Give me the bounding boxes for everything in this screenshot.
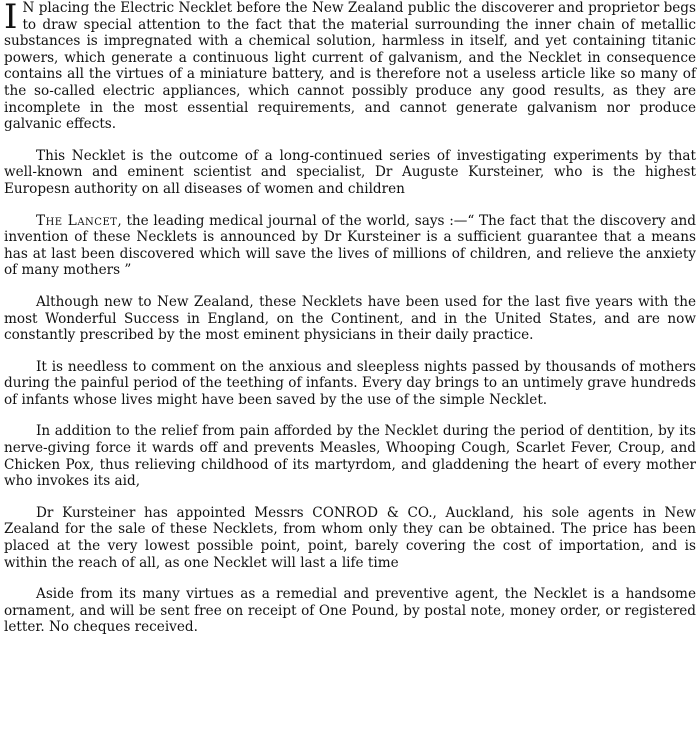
paragraph-sleepless-nights: It is needless to comment on the anxious and sleepless nights passed by thousands of mothers during the painful period of the teething of infants. Every day brings to an untimely grave hundreds of infants whose lives might have been saved by the use of the simple Necklet. <box>4 358 696 408</box>
paragraph-intro <box>4 0 696 133</box>
paragraph-dentition: In addition to the relief from pain afforded by the Necklet during the period of dentition, by its nerve-giving force it wards off and prevents Measles, Whooping Cough, Scarlet Fever, Croup, and Chicken Pox, thus relieving childhood of its martyrdom, and gladdening the heart of every mother who invokes its aid, <box>4 423 696 490</box>
paragraph-outcome: This Necklet is the outcome of a long-continued series of investigating experiments by that well-known and eminent scientist and specialist, Dr Auguste Kursteiner, who is the highest Europesn authority on all diseases of women and children <box>4 147 696 197</box>
lancet-name: The Lancet <box>36 212 118 229</box>
paragraph-new-to-nz: Although new to New Zealand, these Necklets have been used for the last five years with the most Wonderful Success in England, on the Continent, and in the United States, and are now constantly prescribed by the most eminent physicians in their daily practice. <box>4 293 696 344</box>
lancet-quote: , the leading medical journal of the world, says :—“ The fact that the discovery and invention of these Necklets is announced by Dr Kursteiner is a sufficient guarantee that a means has at last been discovered which will save the lives of millions of children, and relieve the anxiety of many mothers ” <box>4 212 697 279</box>
article-body <box>4 0 696 636</box>
paragraph-intro-text: N placing the Electric Necklet before the New Zealand public the discoverer and proprietor begs to draw special attention to the fact that the material surrounding the inner chain of metallic substances is impregnated with a chemical solution, harmless in itself, and yet containing titanic powers, which generate a continuous light current of galvanism, and the Necklet in consequence contains all the virtues of a miniature battery, and is therefore not a useless article like so many of the so-called electric appliances, which cannot possibly produce any good results, as they are incomplete in the most essential requirements, and cannot generate galvanism nor produce galvanic effects. <box>4 0 696 133</box>
paragraph-ornament: Aside from its many virtues as a remedial and preventive agent, the Necklet is a handsome ornament, and will be sent free on receipt of One Pound, by postal note, money order, or registered letter. No cheques received. <box>4 586 696 636</box>
paragraph-agents: Dr Kursteiner has appointed Messrs CONROD & CO., Auckland, his sole agents in New Zealand for the sale of these Necklets, from whom only they can be obtained. The price has been placed at the very lowest possible point, point, barely covering the cost of importation, and is within the reach of all, as one Necklet will last a life time <box>4 504 696 571</box>
paragraph-lancet <box>4 213 696 279</box>
drop-cap: I <box>4 0 18 37</box>
